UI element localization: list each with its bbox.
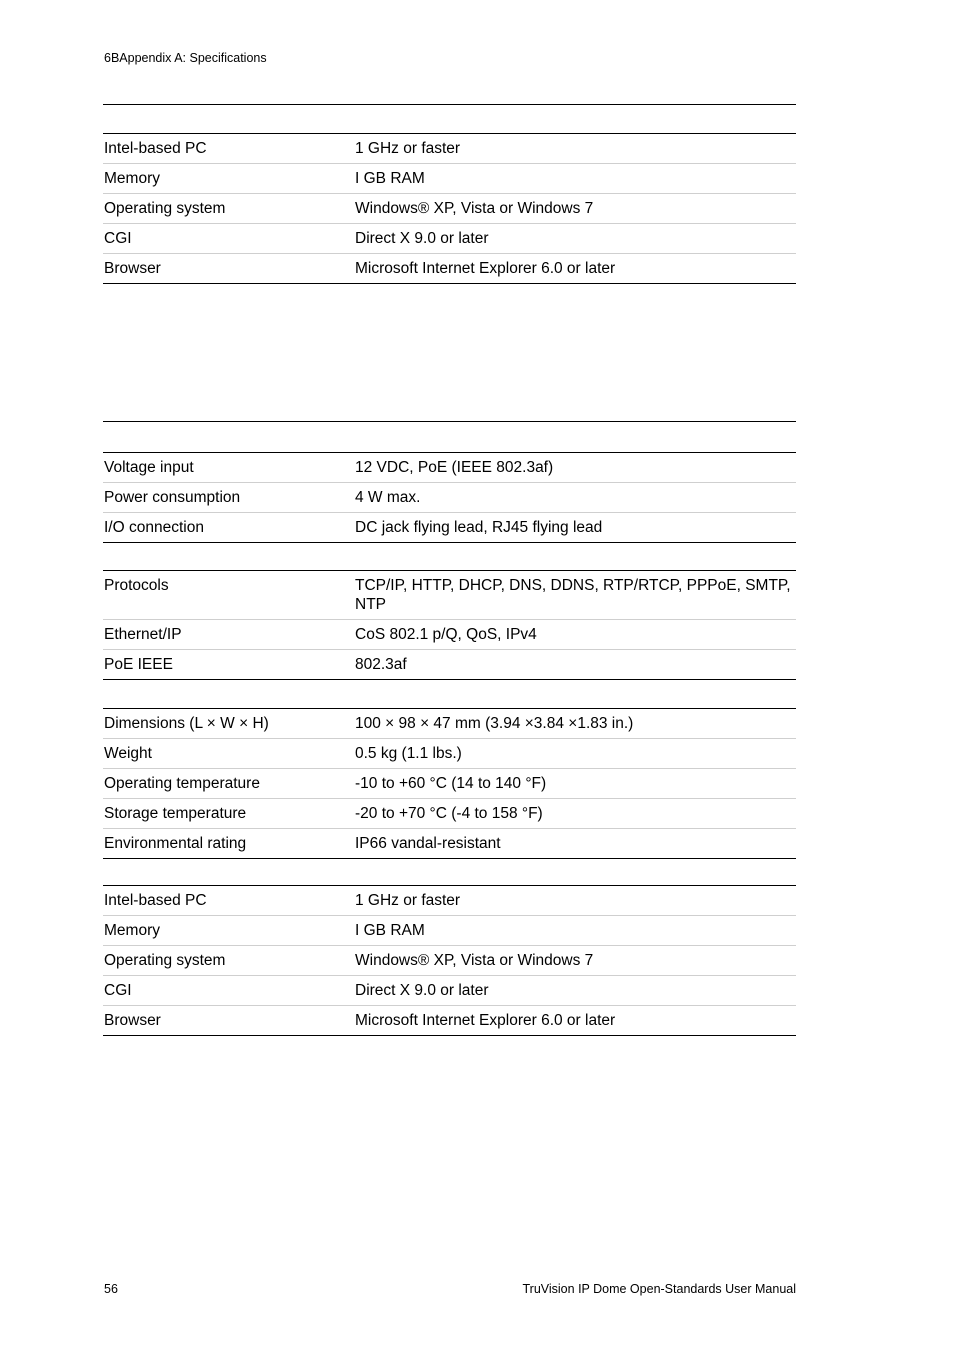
spec-label: Ethernet/IP <box>104 626 182 643</box>
table-row <box>103 164 796 194</box>
spec-value: Direct X 9.0 or later <box>355 982 489 999</box>
spec-label: Protocols <box>104 577 169 594</box>
table-row <box>103 709 796 739</box>
spec-value: Microsoft Internet Explorer 6.0 or later <box>355 260 616 277</box>
spec-value: 100 × 98 × 47 mm (3.94 ×3.84 ×1.83 in.) <box>355 715 634 732</box>
table-row <box>103 194 796 224</box>
table-row <box>103 946 796 976</box>
table-row <box>103 739 796 769</box>
spec-value: Windows® XP, Vista or Windows 7 <box>355 200 594 217</box>
spec-value: 802.3af <box>355 656 407 673</box>
table-row <box>103 976 796 1006</box>
spec-value: 1 GHz or faster <box>355 892 461 909</box>
spec-value: I GB RAM <box>355 170 425 187</box>
spec-value: -10 to +60 °C (14 to 140 °F) <box>355 775 547 792</box>
page-number: 56 <box>104 1282 118 1296</box>
spec-table-pc-requirements-repeat <box>103 885 796 1036</box>
table-row <box>103 829 796 859</box>
section-divider <box>103 421 796 422</box>
spec-value: Windows® XP, Vista or Windows 7 <box>355 952 594 969</box>
spec-value: 12 VDC, PoE (IEEE 802.3af) <box>355 459 554 476</box>
spec-value: -20 to +70 °C (-4 to 158 °F) <box>355 805 543 822</box>
spec-table-pc-requirements <box>103 133 796 284</box>
spec-table-network <box>103 570 796 680</box>
spec-label: Browser <box>104 1012 161 1029</box>
spec-table-electrical <box>103 452 796 543</box>
spec-label: Storage temperature <box>104 805 247 822</box>
spec-label: Intel-based PC <box>104 140 207 157</box>
spec-value: IP66 vandal-resistant <box>355 835 501 852</box>
spec-label: Browser <box>104 260 161 277</box>
table-row <box>103 134 796 164</box>
manual-title: TruVision IP Dome Open-Standards User Manual <box>522 1282 796 1296</box>
table-row <box>103 916 796 946</box>
running-header: 6BAppendix A: Specifications <box>104 51 267 65</box>
spec-value: 0.5 kg (1.1 lbs.) <box>355 745 462 762</box>
table-row <box>103 650 796 680</box>
table-row <box>103 513 796 543</box>
spec-label: CGI <box>104 230 132 247</box>
spec-label: Memory <box>104 922 160 939</box>
spec-label: CGI <box>104 982 132 999</box>
spec-label: Environmental rating <box>104 835 247 852</box>
spec-value: 4 W max. <box>355 489 421 506</box>
spec-label: I/O connection <box>104 519 204 536</box>
table-row <box>103 254 796 284</box>
table-row <box>103 769 796 799</box>
spec-value: DC jack flying lead, RJ45 flying lead <box>355 519 603 536</box>
spec-label: Intel-based PC <box>104 892 207 909</box>
table-row <box>103 483 796 513</box>
spec-label: Dimensions (L × W × H) <box>104 715 269 732</box>
table-row <box>103 886 796 916</box>
spec-label: Operating system <box>104 200 226 217</box>
spec-label: Operating system <box>104 952 226 969</box>
table-row <box>103 620 796 650</box>
table-row <box>103 1006 796 1036</box>
spec-label: PoE IEEE <box>104 656 173 673</box>
spec-value: 1 GHz or faster <box>355 140 461 157</box>
spec-label: Power consumption <box>104 489 241 506</box>
spec-label: Operating temperature <box>104 775 260 792</box>
spec-value: Direct X 9.0 or later <box>355 230 489 247</box>
spec-value: I GB RAM <box>355 922 425 939</box>
spec-label: Memory <box>104 170 160 187</box>
spec-label: Voltage input <box>104 459 194 476</box>
section-divider <box>103 104 796 105</box>
spec-value: CoS 802.1 p/Q, QoS, IPv4 <box>355 626 537 643</box>
table-row <box>103 799 796 829</box>
table-row <box>103 453 796 483</box>
spec-table-mechanical <box>103 708 796 859</box>
table-row <box>103 224 796 254</box>
spec-value: Microsoft Internet Explorer 6.0 or later <box>355 1012 616 1029</box>
table-row <box>103 571 796 620</box>
spec-label: Weight <box>104 745 152 762</box>
spec-value: TCP/IP, HTTP, DHCP, DNS, DDNS, RTP/RTCP, PPPoE, SMTP, NTP <box>355 577 791 613</box>
